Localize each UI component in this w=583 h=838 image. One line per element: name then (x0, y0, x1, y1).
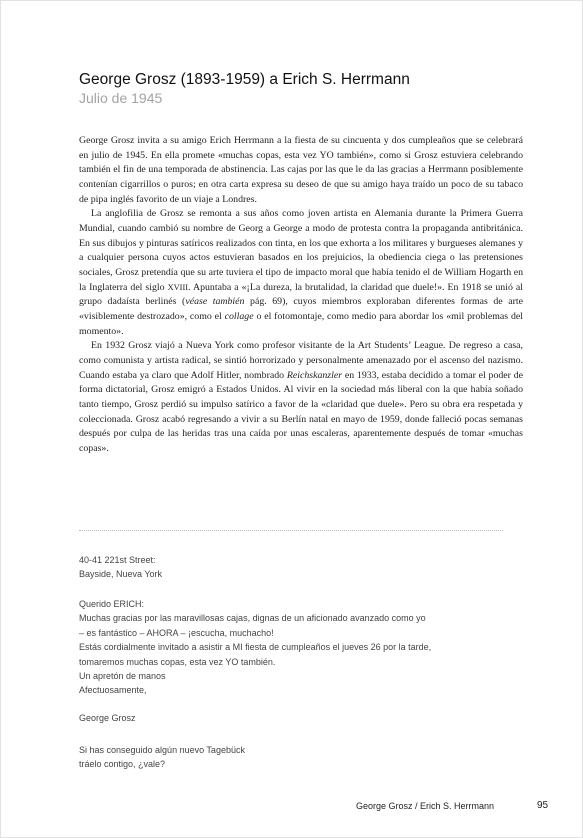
address-line: 40-41 221st Street: (79, 555, 156, 565)
page-number: 95 (537, 800, 549, 811)
letter-address (79, 553, 519, 582)
letter-line: – es fantástico – AHORA – ¡escucha, muchacho! (79, 627, 274, 638)
section-divider (79, 530, 503, 531)
page-title: George Grosz (1893-1959) a Erich S. Herrmann (79, 71, 410, 88)
article-body (79, 134, 523, 457)
postscript-line: tráelo contigo, ¿vale? (79, 759, 166, 770)
letter-line: Un apretón de manos (79, 671, 166, 682)
letter-date: Julio de 1945 (79, 90, 163, 106)
paragraph-2: La anglofilia de Grosz se remonta a sus años como joven artista en Alemania durante la Primera Guerra Mundial, cuando cambió su nombre de Georg a George a modo de protesta contra la propaganda antibritánica. En sus dibujos y pinturas satíricos realizados con tinta, en los que exhorta a los militares y burgueses alemanes y a cualquier persona cuyos actos estuvieran basados en los prejuicios, la obediencia ciega o las pretensiones sociales, Grosz pretendía que su arte tuviera el tipo de impacto moral que había tenido el de William Hogarth en la Inglaterra del siglo XVIII. Apuntaba a «¡La dureza, la brutalidad, la claridad que duele!». En 1918 se unió al grupo dadaísta berlinés (véase también pág. 69), cuyos miembros exploraban diferentes formas de arte «visiblemente destrozado», como el collage o el fotomontaje, como medio para abordar los «mil problemas del momento». (79, 208, 523, 337)
letter-signature: George Grosz (79, 713, 136, 723)
letter-postscript (79, 743, 519, 772)
address-line: Bayside, Nueva York (79, 569, 163, 580)
letter-line: Afectuosamente, (79, 685, 147, 696)
postscript-line: Si has conseguido algún nuevo Tagebück (79, 745, 245, 755)
letter-body (79, 597, 519, 698)
running-footer: George Grosz / Erich S. Herrmann (356, 801, 495, 811)
paragraph-3: En 1932 Grosz viajó a Nueva York como profesor visitante de la Art Students’ League. De regreso a casa, como comunista y artista radical, se sintió horrorizado y personalmente amenazado por el ascenso del nazismo. Cuando estaba ya claro que Adolf Hitler, nombrado Reichskanzler en 1933, estaba decidido a tomar el poder de forma dictatorial, Grosz emigró a Estados Unidos. Al vivir en la sociedad más liberal con la que había soñado tanto tiempo, Grosz perdió su impulso satírico a favor de la «claridad que duele». Pero su obra era respetada y coleccionada. Grosz acabó regresando a vivir a su Berlín natal en mayo de 1959, donde falleció pocas semanas después por culpa de las heridas tras una caída por unas escaleras, aparentemente después de tomar «muchas copas». (79, 340, 523, 455)
letter-line: tomaremos muchas copas, esta vez YO también. (79, 656, 276, 667)
letter-line: Muchas gracias por las maravillosas cajas, dignas de un aficionado avanzado como yo (79, 613, 426, 624)
paragraph-1: George Grosz invita a su amigo Erich Herrmann a la fiesta de su cincuenta y dos cumpleaños que se celebrará en julio de 1945. En ella promete «muchas copas, esta vez YO también», como si Grosz estuviera celebrando también el fin de una temporada de abstinencia. Las cajas por las que le da las gracias a Herrmann posiblemente contenían cigarrillos o puros; en otra carta expresa su deseo de que su amigo haya traído un poco de su tabaco de pipa inglés favorito de un viaje a Londres. (79, 135, 523, 205)
letter-line: Estás cordialmente invitado a asistir a MI fiesta de cumpleaños el jueves 26 por la tarde, (79, 642, 432, 653)
letter-salutation: Querido ERICH: (79, 599, 145, 609)
